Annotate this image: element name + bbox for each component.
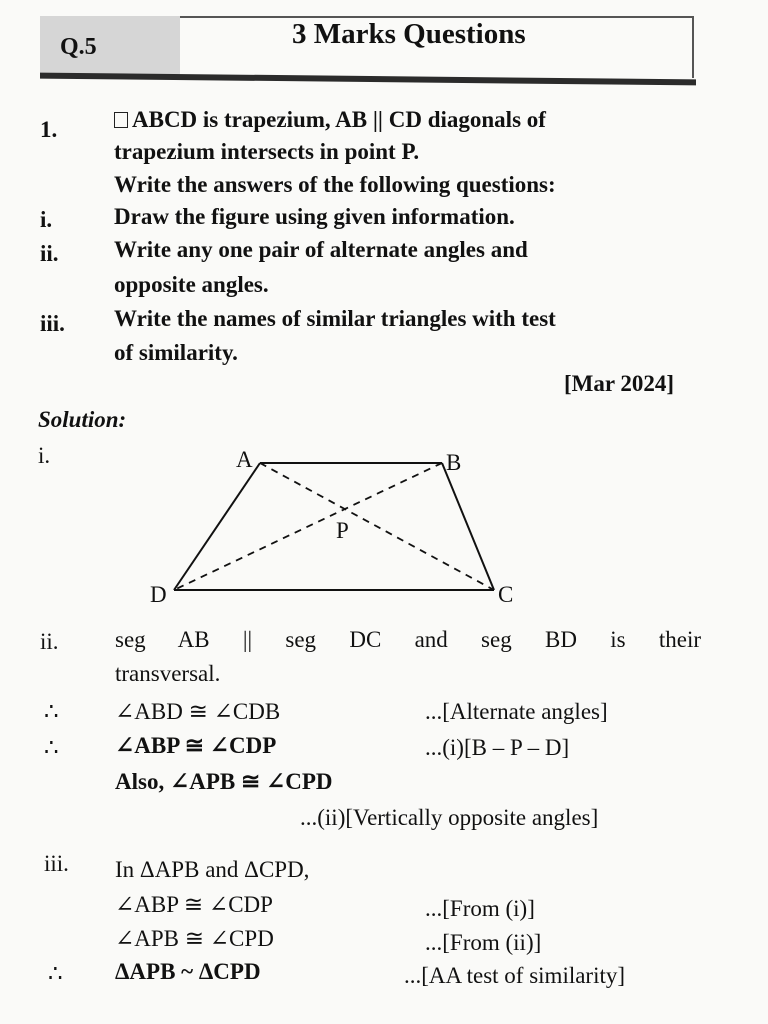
- part-ii-line-2: transversal.: [115, 661, 221, 686]
- reason-from-i: ...[From (i)]: [425, 896, 535, 921]
- item-ii-text-1: Write any one pair of alternate angles and: [114, 237, 528, 262]
- reason-aa-test: ...[AA test of similarity]: [404, 963, 626, 988]
- header-right-border: [692, 16, 694, 78]
- exam-source: [Mar 2024]: [564, 371, 675, 396]
- section-header: [40, 12, 694, 78]
- item-i-text: Draw the figure using given information.: [114, 204, 515, 229]
- vertex-label-d: D: [150, 582, 167, 607]
- diagonal-bd: [174, 463, 442, 590]
- therefore-symbol-1: ∴: [44, 699, 59, 724]
- question-number: Q.5: [60, 34, 97, 60]
- item-roman-i: i.: [40, 207, 53, 232]
- statement-abd-cdb: ∠ABD ≅ ∠CDB: [115, 699, 281, 724]
- item-roman-iii: iii.: [40, 311, 65, 336]
- statement-apb-cpd: Also, ∠APB ≅ ∠CPD: [115, 769, 333, 794]
- vertex-label-b: B: [446, 450, 462, 475]
- item-ii-text-2: opposite angles.: [114, 272, 269, 297]
- reason-vertically-opposite: ...(ii)[Vertically opposite angles]: [300, 805, 599, 830]
- statement-similar-triangles: ΔAPB ~ ΔCPD: [115, 959, 261, 984]
- solution-part-iii: iii.: [44, 851, 69, 876]
- question-line-1: ABCD is trapezium, AB || CD diagonals of: [114, 108, 546, 131]
- therefore-symbol-3: ∴: [48, 961, 63, 986]
- header-underline: [40, 73, 696, 86]
- item-roman-ii: ii.: [40, 241, 59, 266]
- solution-part-i: i.: [38, 443, 51, 468]
- reason-alternate-angles: ...[Alternate angles]: [425, 699, 608, 724]
- part-iii-line-1: In ΔAPB and ΔCPD,: [115, 857, 310, 882]
- side-bc: [442, 463, 494, 590]
- section-title: 3 Marks Questions: [292, 18, 526, 50]
- vertex-label-a: A: [236, 447, 253, 472]
- trapezium-figure: [130, 440, 530, 620]
- item-iii-text-2: of similarity.: [114, 340, 238, 365]
- intersection-label-p: P: [336, 518, 349, 543]
- reason-from-ii: ...[From (ii)]: [425, 930, 542, 955]
- statement-abp-cdp: ∠ABP ≅ ∠CDP: [115, 733, 277, 758]
- question-number-1: 1.: [40, 117, 58, 142]
- vertex-label-c: C: [498, 582, 514, 607]
- solution-part-ii: ii.: [40, 629, 59, 654]
- question-line-2: trapezium intersects in point P.: [114, 139, 420, 164]
- item-iii-text-1: Write the names of similar triangles with test: [114, 306, 556, 331]
- statement-apb-cpd-2: ∠APB ≅ ∠CPD: [115, 926, 274, 951]
- solution-heading: Solution:: [38, 407, 127, 432]
- part-ii-line-1: seg AB || seg DC and seg BD is their: [115, 627, 701, 652]
- therefore-symbol-2: ∴: [44, 735, 59, 760]
- side-ad: [174, 463, 260, 590]
- quadrilateral-symbol-icon: [114, 112, 128, 128]
- question-line-3: Write the answers of the following questions:: [114, 172, 556, 197]
- reason-bpd: ...(i)[B – P – D]: [425, 735, 570, 760]
- diagonal-ac: [260, 463, 494, 590]
- statement-abp-cdp-2: ∠ABP ≅ ∠CDP: [115, 892, 273, 917]
